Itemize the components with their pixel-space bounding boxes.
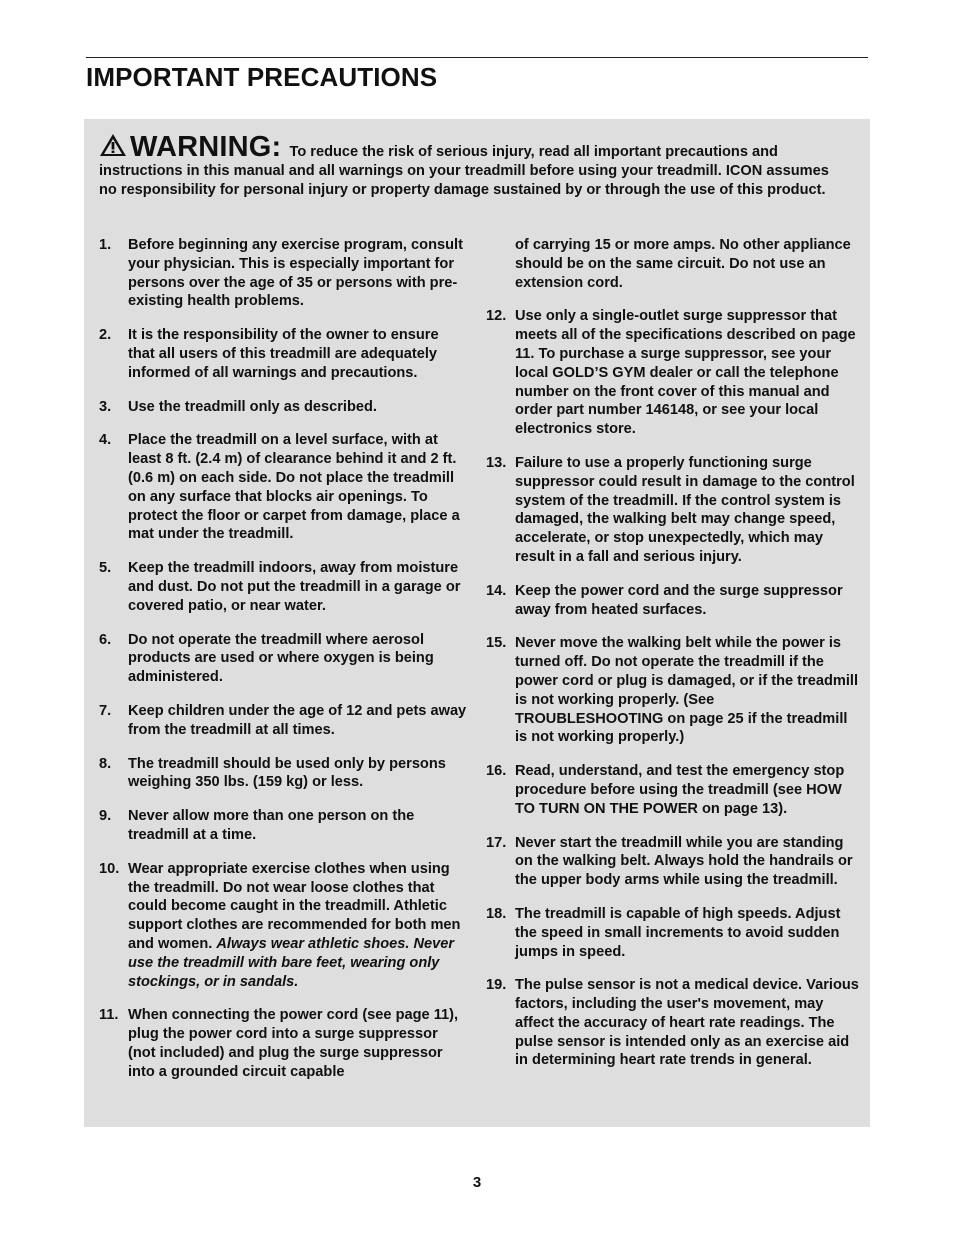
item-text: Never move the walking belt while the power is turned off. Do not operate the treadmill if the power cord or plug is damaged, or if the treadmill is not working properly. (See TROUBLESHOOTING on page 25 if the treadmill is not working properly.) bbox=[515, 635, 859, 746]
precaution-item bbox=[99, 398, 467, 417]
item-text: The pulse sensor is not a medical device. Various factors, including the user's movement, may affect the accuracy of heart rate readings. The pulse sensor is intended only as an exercise aid in determining heart rate trends in general. bbox=[515, 977, 859, 1069]
precaution-item bbox=[99, 559, 467, 615]
item-text: Never allow more than one person on the treadmill at a time. bbox=[128, 808, 415, 843]
precaution-item bbox=[486, 905, 860, 961]
precaution-item bbox=[99, 1006, 467, 1081]
item-italic-text: Always wear athletic shoes. Never use the treadmill with bare feet, wearing only stockings, or in sandals. bbox=[128, 935, 455, 990]
item-continuation: of carrying 15 or more amps. No other appliance should be on the same circuit. Do not use an extension cord. bbox=[515, 237, 851, 291]
item-text: Keep the power cord and the surge suppressor away from heated surfaces. bbox=[515, 582, 843, 618]
precaution-item bbox=[99, 807, 467, 845]
item-number: 10. bbox=[99, 860, 120, 877]
precaution-item bbox=[99, 431, 467, 544]
left-column bbox=[99, 236, 467, 1096]
item-number: 1. bbox=[99, 237, 112, 253]
item-number: 17. bbox=[486, 834, 507, 851]
item-text: When connecting the power cord (see page 11), plug the power cord into a surge suppressor (not included) and plug the surge suppressor into a grounded circuit capable bbox=[128, 1007, 459, 1080]
item-text: Read, understand, and test the emergency stop procedure before using the treadmill (see HOW TO TURN ON THE POWER on page 13). bbox=[515, 763, 845, 817]
item-text: Keep children under the age of 12 and pets away from the treadmill at all times. bbox=[128, 702, 467, 738]
precaution-item bbox=[486, 307, 860, 439]
precaution-item bbox=[486, 582, 860, 620]
item-text: It is the responsibility of the owner to ensure that all users of this treadmill are adequately informed of all warnings and precautions. bbox=[128, 327, 439, 381]
precaution-item bbox=[99, 755, 467, 793]
item-number: 13. bbox=[486, 454, 507, 471]
precaution-item bbox=[486, 762, 860, 818]
precaution-item bbox=[486, 454, 860, 567]
page-number: 3 bbox=[472, 1174, 482, 1191]
item-text: Use only a single-outlet surge suppressor that meets all of the specifications described on page 11. To purchase a surge suppressor, see your local GOLD’S GYM dealer or call the telephone number on the front cover of this manual and order part number 146148, or see your local electronics store. bbox=[515, 308, 856, 438]
item-text: The treadmill is capable of high speeds. Adjust the speed in small increments to avoid sudden jumps in speed. bbox=[515, 905, 841, 960]
item-number: 15. bbox=[486, 635, 507, 652]
item-number: 8. bbox=[99, 755, 112, 772]
item-text: Failure to use a properly functioning surge suppressor could result in damage to the control system of the treadmill. If the control system is damaged, the walking belt may change speed, accelerate, or stop unexpectedly, which may result in a fall and serious injury. bbox=[515, 454, 855, 565]
item-number: 16. bbox=[486, 763, 507, 780]
precaution-item bbox=[99, 326, 467, 382]
item-text: Place the treadmill on a level surface, with at least 8 ft. (2.4 m) of clearance behind it and 2 ft. (0.6 m) on each side. Do not place the treadmill on any surface that blocks air openings. To protect the floor or carpet from damage, place a mat under the treadmill. bbox=[128, 432, 460, 543]
precaution-item bbox=[486, 976, 860, 1070]
warning-block bbox=[99, 133, 839, 200]
precaution-item bbox=[99, 860, 467, 992]
item-text: Keep the treadmill indoors, away from moisture and dust. Do not put the treadmill in a garage or covered patio, or near water. bbox=[128, 560, 461, 614]
top-rule bbox=[86, 57, 868, 58]
item-text: Before beginning any exercise program, consult your physician. This is especially important for persons over the age of 35 or persons with pre-existing health problems. bbox=[128, 237, 463, 310]
precaution-item bbox=[99, 702, 467, 740]
precaution-item bbox=[486, 634, 860, 747]
item-text: Do not operate the treadmill where aerosol products are used or where oxygen is being administered. bbox=[128, 631, 434, 686]
item-number: 3. bbox=[99, 398, 112, 415]
warning-heading bbox=[99, 131, 289, 163]
warning-triangle-icon bbox=[99, 133, 127, 157]
warning-label: WARNING: bbox=[130, 131, 282, 163]
page-title: IMPORTANT PRECAUTIONS bbox=[86, 62, 438, 92]
item-number: 2. bbox=[99, 327, 112, 344]
item-number: 14. bbox=[486, 582, 507, 599]
item-text: Never start the treadmill while you are standing on the walking belt. Always hold the handrails or the upper body arms while using the treadmill. bbox=[515, 834, 853, 889]
precaution-item bbox=[486, 834, 860, 890]
item-text: Wear appropriate exercise clothes when using the treadmill. Do not wear loose clothes that could become caught in the treadmill. Athletic support clothes are recommended for both men and women. bbox=[128, 860, 461, 952]
item-text: Use the treadmill only as described. bbox=[128, 398, 377, 415]
item-number: 5. bbox=[99, 560, 112, 577]
right-column bbox=[486, 236, 860, 1085]
item-number: 9. bbox=[99, 808, 112, 825]
item-text: The treadmill should be used only by persons weighing 350 lbs. (159 kg) or less. bbox=[128, 755, 446, 791]
item-number: 18. bbox=[486, 905, 507, 922]
item-number: 7. bbox=[99, 702, 112, 719]
warning-text: To reduce the risk of serious injury, read all important precautions and instructions in this manual and all warnings on your treadmill before using your treadmill. ICON assumes no responsibility for personal injury or property damage sustained by or through the use of this product. bbox=[99, 144, 829, 198]
item-number: 19. bbox=[486, 977, 507, 994]
precaution-item bbox=[99, 236, 467, 311]
item-number: 11. bbox=[99, 1007, 119, 1024]
item-number: 12. bbox=[486, 308, 507, 325]
precaution-item bbox=[99, 631, 467, 687]
item-number: 6. bbox=[99, 631, 112, 648]
precautions-panel bbox=[84, 119, 870, 1127]
item-number: 4. bbox=[99, 432, 112, 449]
